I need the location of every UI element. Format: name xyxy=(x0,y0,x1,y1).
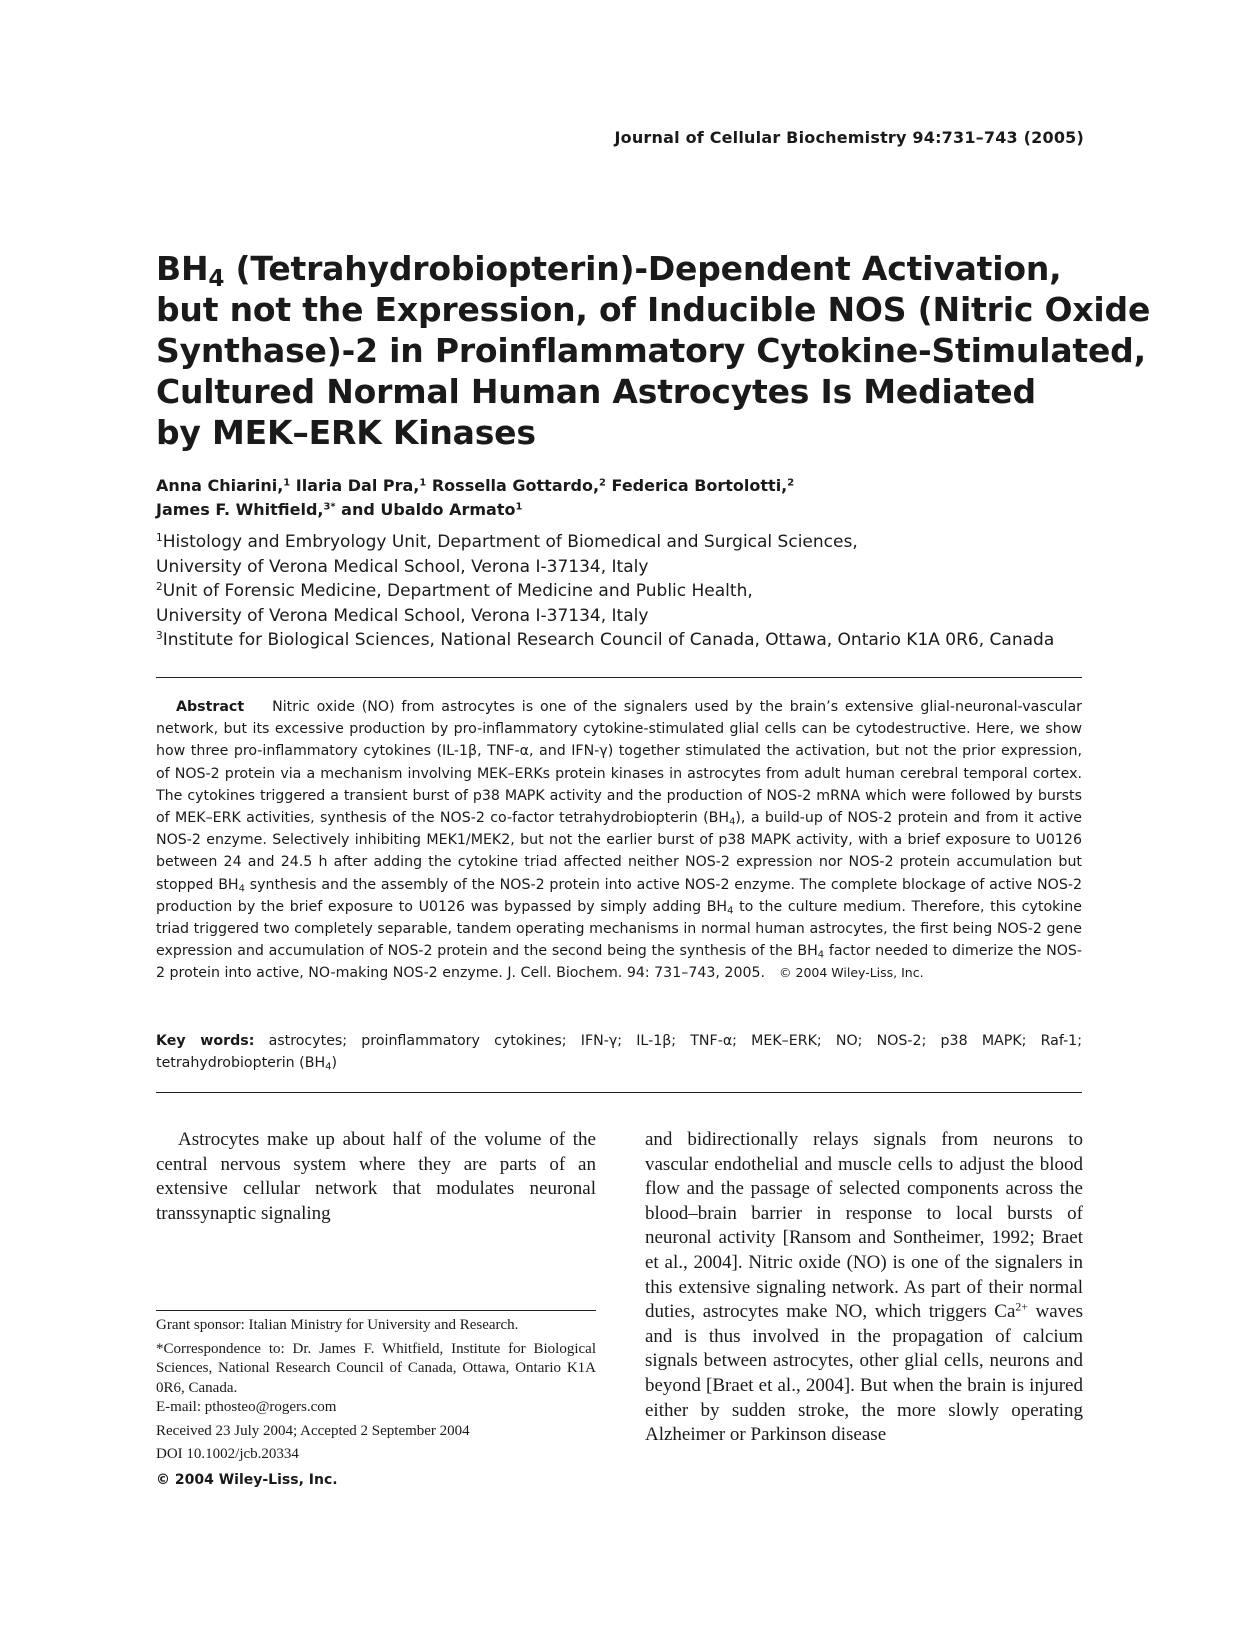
divider-top xyxy=(156,677,1082,678)
divider-bottom xyxy=(156,1092,1082,1093)
author-list xyxy=(156,474,1096,522)
body-column-left: Astrocytes make up about half of the volume of the central nervous system where they are parts of an extensive cellular network that modulates neuronal transsynaptic signaling xyxy=(156,1129,596,1224)
author-line-1: Anna Chiarini,$^1$ Ilaria Dal Pra,$^1$ Rossella Gottardo,$^2$ Federica Bortolotti,$^2$ xyxy=(156,476,795,495)
article-title xyxy=(156,248,1151,453)
author: and Ubaldo Armato xyxy=(341,500,516,519)
affiliation-line: $^1$Histology and Embryology Unit, Department of Biomedical and Surgical Sciences, xyxy=(156,532,858,552)
affiliation-line: University of Verona Medical School, Verona I-37134, Italy xyxy=(156,605,649,626)
author: Federica Bortolotti, xyxy=(611,476,788,495)
body-column-right: and bidirectionally relays signals from neurons to vascular endothelial and muscle cells to adjust the blood flow and the passage of selected components across the blood–brain barrier in response to local bursts of neuronal activity [Ransom and Sontheimer, 1992; Braet et al., 2004]. Nitric oxide (NO) is one of the signalers in this extensive signaling network. As part of their normal duties, astrocytes make NO, which triggers $Ca^{2+}$ waves and is thus involved in the propagation of calcium signals between astrocytes, other glial cells, neurons and beyond [Braet et al., 2004]. But when the brain is injured either by sudden stroke, the more slowly operating Alzheimer or Parkinson disease xyxy=(645,1129,1083,1446)
keywords-label: Key words: xyxy=(156,1033,255,1049)
journal-citation: Journal of Cellular Biochemistry 94:731–743 (2005) xyxy=(614,128,1084,147)
title-line-4: Cultured Normal Human Astrocytes Is Mediated xyxy=(156,372,1036,411)
author: James F. Whitfield, xyxy=(156,500,324,519)
author: Anna Chiarini, xyxy=(156,476,284,495)
title-line-1: $BH_4$ (Tetrahydrobiopterin)-Dependent Activation, xyxy=(156,249,1062,292)
received-date: Received 23 July 2004; Accepted 2 September 2004 xyxy=(156,1422,470,1439)
email: E-mail: pthosteo@rogers.com xyxy=(156,1399,337,1415)
author: Ilaria Dal Pra, xyxy=(295,476,420,495)
title-line-3: Synthase)-2 in Proinflammatory Cytokine-Stimulated, xyxy=(156,331,1146,370)
title-line-5: by MEK–ERK Kinases xyxy=(156,413,536,452)
affiliation-line: $^2$Unit of Forensic Medicine, Department of Medicine and Public Health, xyxy=(156,581,753,601)
footnote-divider xyxy=(156,1310,596,1311)
abstract: Abstract Nitric oxide (NO) from astrocytes is one of the signalers used by the brain’s extensive glial-neuronal-vascular network, but its excessive production by pro-inflammatory cytokine-stimulated glial cells can be cytodestructive. Here, we show how three pro-inflammatory cytokines (IL-1β, TNF-α, and IFN-γ) together stimulated the activation, but not the prior expression, of NOS-2 protein via a mechanism involving MEK–ERKs protein kinases in astrocytes from adult human cerebral temporal cortex. The cytokines triggered a transient burst of p38 MAPK activity and the production of NOS-2 mRNA which were followed by bursts of MEK–ERK activities, synthesis of the NOS-2 co-factor tetrahydrobiopterin $(BH_4)$, a build-up of NOS-2 protein and from it active NOS-2 enzyme. Selectively inhibiting MEK1/MEK2, but not the earlier burst of p38 MAPK activity, with a brief exposure to U0126 between 24 and 24.5 h after adding the cytokine triad affected neither NOS-2 expression nor NOS-2 protein accumulation but stopped $BH_4$ synthesis and the assembly of the NOS-2 protein into active NOS-2 enzyme. The complete blockage of active NOS-2 production by the brief exposure to U0126 was bypassed by simply adding $BH_4$ to the culture medium. Therefore, this cytokine triad triggered two completely separable, tandem operating mechanisms in normal human astrocytes, the first being NOS-2 gene expression and accumulation of NOS-2 protein and the second being the synthesis of the $BH_4$ factor needed to dimerize the NOS-2 protein into active, NO-making NOS-2 enzyme. J. Cell. Biochem. 94: 731–743, 2005. © 2004 Wiley-Liss, Inc. xyxy=(156,699,1083,982)
abstract-copyright: © 2004 Wiley-Liss, Inc. xyxy=(779,965,924,981)
abstract-label: Abstract xyxy=(176,699,245,715)
keywords: Key words: astrocytes; proinflammatory cytokines; IFN-γ; IL-1β; TNF-α; MEK–ERK; NO; NOS-2; p38 MAPK; Raf-1; tetrahydrobiopterin $(BH_4)$ xyxy=(156,1033,1082,1073)
affiliation-line: University of Verona Medical School, Verona I-37134, Italy xyxy=(156,556,649,577)
grant-sponsor: Grant sponsor: Italian Ministry for University and Research. xyxy=(156,1317,519,1333)
doi: DOI 10.1002/jcb.20334 xyxy=(156,1446,299,1462)
footnotes xyxy=(156,1316,596,1494)
title-line-2: but not the Expression, of Inducible NOS (Nitric Oxide xyxy=(156,290,1151,329)
correspondence: *Correspondence to: Dr. James F. Whitfield, Institute for Biological Sciences, National Research Council of Canada, Ottawa, Ontario K1A 0R6, Canada. xyxy=(156,1340,596,1396)
author-line-2: James F. Whitfield,$^{3*}$ and Ubaldo Armato$^1$ xyxy=(156,500,523,519)
affiliations xyxy=(156,530,1096,653)
author: Rossella Gottardo, xyxy=(431,476,600,495)
footnote-copyright: © 2004 Wiley-Liss, Inc. xyxy=(156,1471,338,1488)
affiliation-line: $^3$Institute for Biological Sciences, National Research Council of Canada, Ottawa, Ontario K1A 0R6, Canada xyxy=(156,630,1055,650)
